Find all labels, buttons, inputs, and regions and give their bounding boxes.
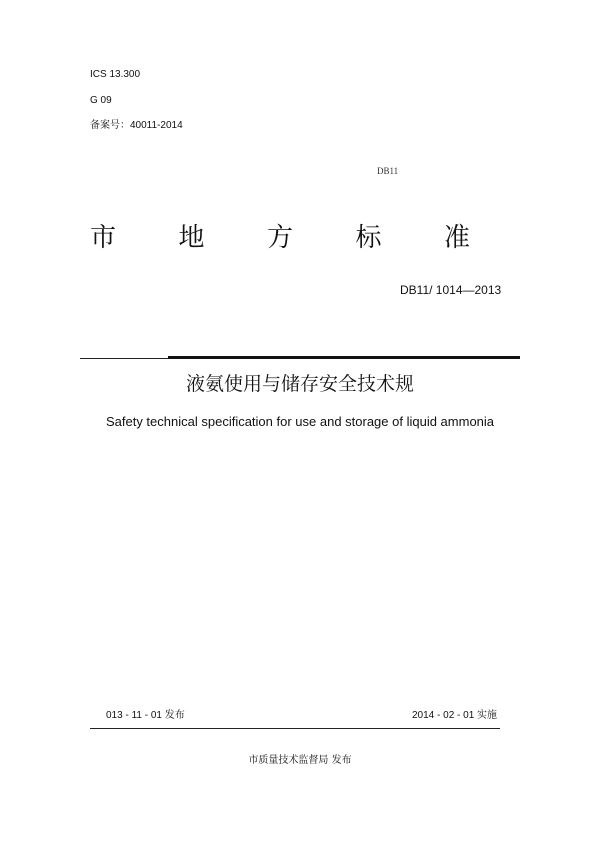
standard-type-char: 地 bbox=[178, 223, 205, 253]
divider-bottom bbox=[90, 728, 500, 729]
standard-abbreviation: DB11 bbox=[377, 166, 399, 176]
standard-type-char: 市 bbox=[90, 223, 117, 253]
document-title-zh: 液氨使用与储存安全技术规 bbox=[185, 373, 414, 395]
document-title-en: Safety technical specification for use and storage of liquid ammonia bbox=[105, 414, 495, 429]
classification-code: G 09 bbox=[90, 95, 112, 106]
standard-type-char: 准 bbox=[443, 223, 470, 253]
divider-thick bbox=[168, 356, 520, 359]
standard-code: DB11/ 1014—2013 bbox=[400, 283, 502, 297]
standard-type-heading bbox=[90, 222, 470, 254]
divider-thin bbox=[80, 358, 168, 359]
issue-date: 013 - 11 - 01 发布 bbox=[106, 710, 185, 721]
publisher: 市质量技术监督局 发布 bbox=[248, 755, 352, 766]
implementation-date: 2014 - 02 - 01 实施 bbox=[412, 710, 498, 721]
standard-type-char: 方 bbox=[266, 223, 293, 253]
ics-number: ICS 13.300 bbox=[90, 69, 141, 80]
filing-number: 备案号：40011-2014 bbox=[90, 120, 183, 131]
standard-type-char: 标 bbox=[355, 223, 382, 253]
